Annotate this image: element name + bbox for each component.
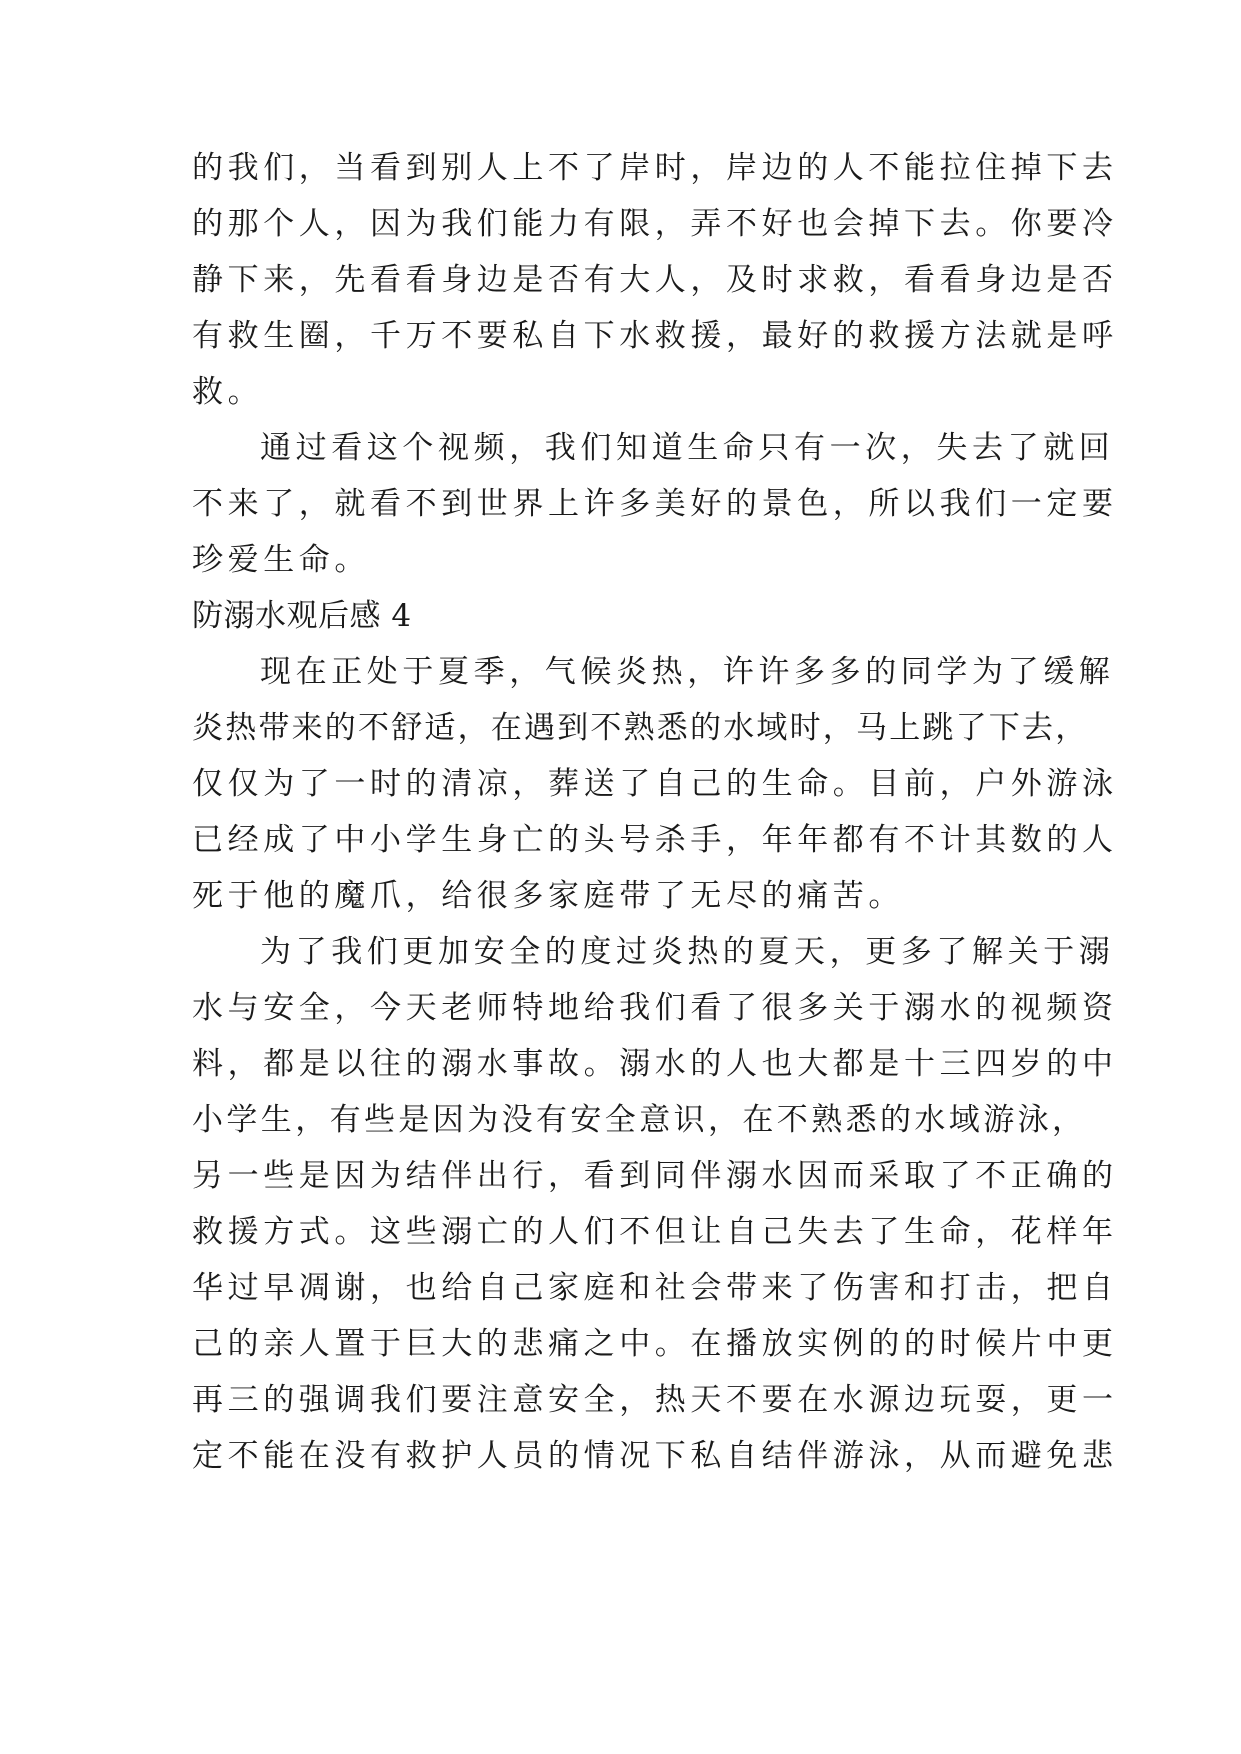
paragraph-start-line: 现在正处于夏季，气候炎热，许许多多的同学为了缓解 <box>260 654 1115 690</box>
text-line: 炎热带来的不舒适，在遇到不熟悉的水域时，马上跳了下去， <box>192 710 1089 746</box>
paragraph-start-line: 为了我们更加安全的度过炎热的夏天，更多了解关于溺 <box>260 934 1115 970</box>
text-line: 水与安全，今天老师特地给我们看了很多关于溺水的视频资 <box>192 990 1118 1026</box>
text-line: 己的亲人置于巨大的悲痛之中。在播放实例的的时候片中更 <box>192 1326 1118 1362</box>
text-line: 已经成了中小学生身亡的头号杀手，年年都有不计其数的人 <box>192 822 1118 858</box>
text-line: 不来了，就看不到世界上许多美好的景色，所以我们一定要 <box>192 486 1118 522</box>
text-line: 有救生圈，千万不要私自下水救援，最好的救援方法就是呼 <box>192 318 1118 354</box>
section-heading: 防溺水观后感 4 <box>192 598 412 634</box>
text-line: 定不能在没有救护人员的情况下私自结伴游泳，从而避免悲 <box>192 1438 1118 1474</box>
text-line: 静下来，先看看身边是否有大人，及时求救，看看身边是否 <box>192 262 1118 298</box>
text-line: 仅仅为了一时的清凉，葬送了自己的生命。目前，户外游泳 <box>192 766 1118 802</box>
text-line: 的我们，当看到别人上不了岸时，岸边的人不能拉住掉下去 <box>192 150 1118 186</box>
text-line: 救援方式。这些溺亡的人们不但让自己失去了生命，花样年 <box>192 1214 1118 1250</box>
text-line: 另一些是因为结伴出行，看到同伴溺水因而采取了不正确的 <box>192 1158 1118 1194</box>
text-line: 的那个人，因为我们能力有限，弄不好也会掉下去。你要冷 <box>192 206 1118 242</box>
text-line: 小学生，有些是因为没有安全意识，在不熟悉的水域游泳， <box>192 1102 1087 1138</box>
text-line: 珍爱生命。 <box>192 542 370 578</box>
text-line: 死于他的魔爪，给很多家庭带了无尽的痛苦。 <box>192 878 904 914</box>
paragraph-start-line: 通过看这个视频，我们知道生命只有一次，失去了就回 <box>260 430 1115 466</box>
text-line: 救。 <box>192 374 264 410</box>
text-line: 华过早凋谢，也给自己家庭和社会带来了伤害和打击，把自 <box>192 1270 1118 1306</box>
text-line: 料，都是以往的溺水事故。溺水的人也大都是十三四岁的中 <box>192 1046 1118 1082</box>
document-body <box>192 140 1118 1484</box>
text-line: 再三的强调我们要注意安全，热天不要在水源边玩耍，更一 <box>192 1382 1118 1418</box>
